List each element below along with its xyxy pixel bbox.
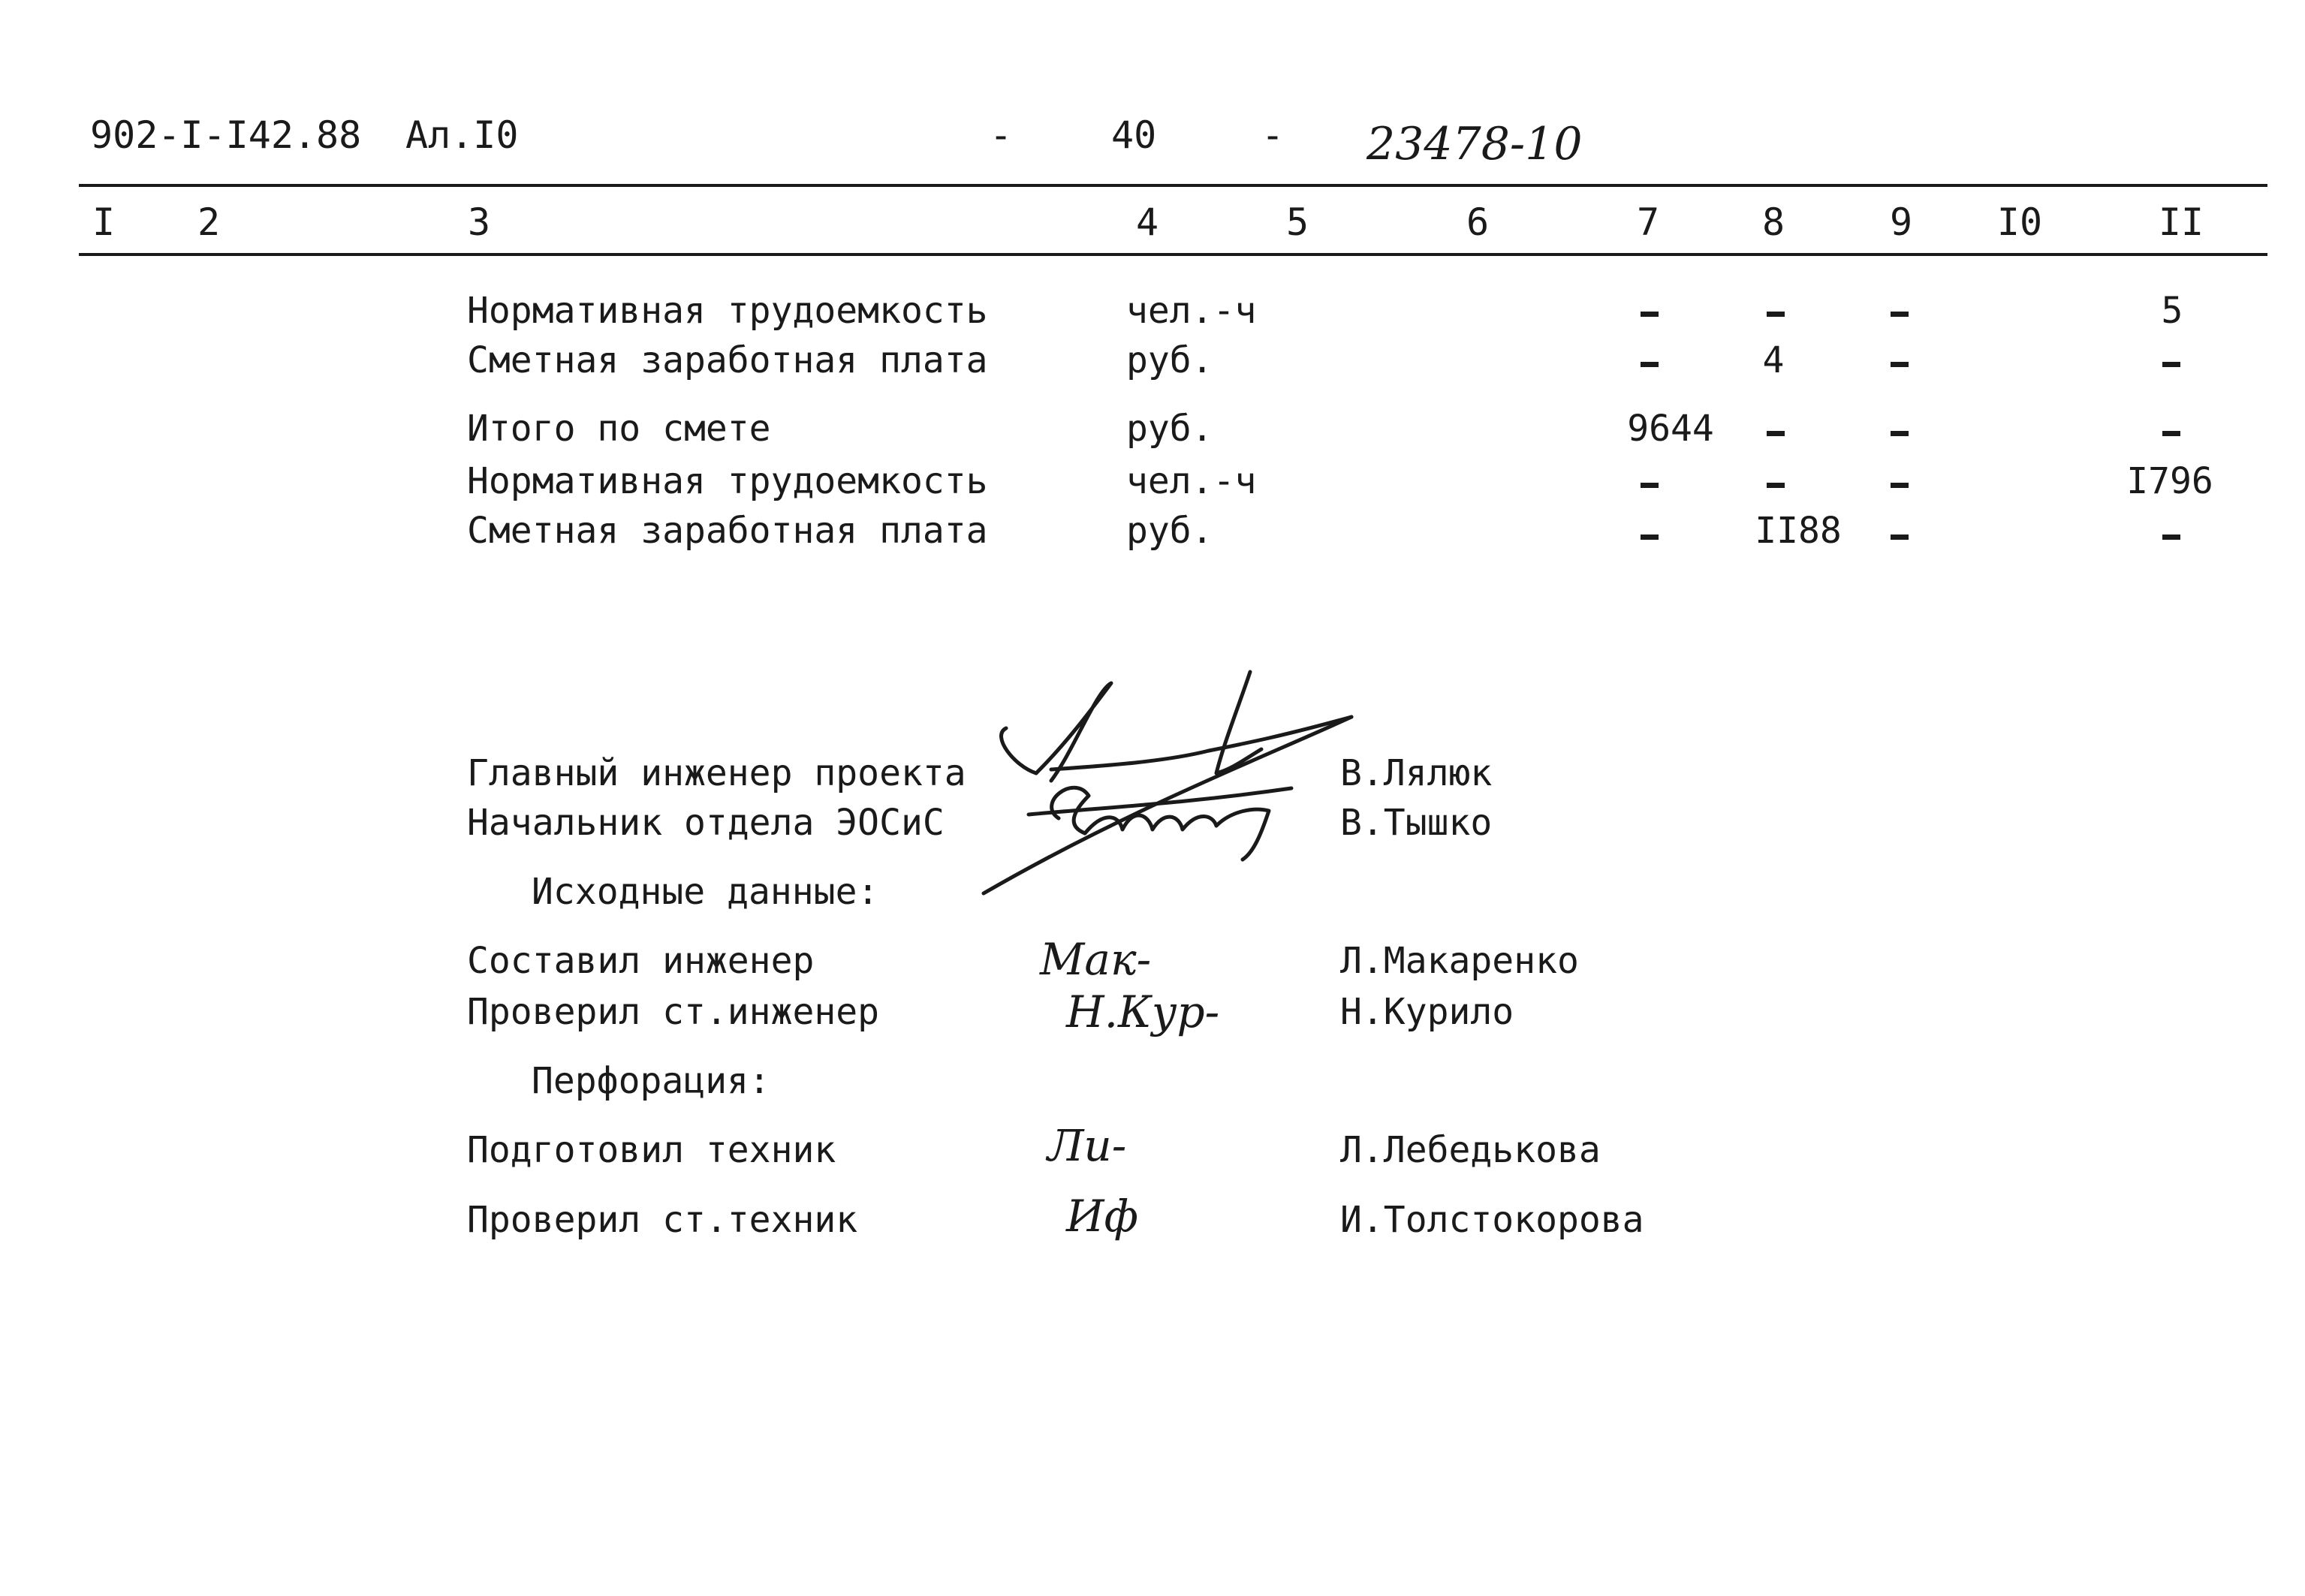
column-header: 5 <box>1285 200 1309 244</box>
compiled-role: Составил инженер <box>467 940 815 982</box>
row-unit: чел.-ч <box>1126 290 1257 332</box>
chief-engineer-role: Главный инженер проекта <box>467 752 966 794</box>
checked-engineer-name: Н.Курило <box>1340 991 1514 1033</box>
dept-head-role: Начальник отдела ЭОСиС <box>467 802 945 844</box>
row-unit: руб. <box>1126 510 1213 552</box>
cell-7-dash <box>1641 483 1659 488</box>
cell-7-dash <box>1641 312 1659 317</box>
column-header: 4 <box>1135 200 1159 244</box>
cell-7-dash <box>1641 362 1659 367</box>
cell-8-dash <box>1767 483 1785 488</box>
dept-head-name: В.Тышко <box>1340 802 1493 844</box>
compiled-signature: Мак- <box>1040 934 1152 985</box>
compiled-name: Л.Макаренко <box>1340 940 1579 982</box>
cell-9-dash <box>1891 431 1909 436</box>
column-header: II <box>2158 200 2204 244</box>
column-header: 2 <box>197 200 221 244</box>
cell-9-dash <box>1891 483 1909 488</box>
row-unit: руб. <box>1126 408 1213 450</box>
inventory-number: 23478-10 <box>1366 118 1583 170</box>
row-label: Нормативная трудоемкость <box>467 290 988 332</box>
column-header: 8 <box>1761 200 1785 244</box>
source-data-heading: Исходные данные: <box>532 871 879 913</box>
cell-8: II88 <box>1755 510 1842 552</box>
column-header: 3 <box>467 200 491 244</box>
row-label: Сметная заработная плата <box>467 510 988 552</box>
cell-11-dash <box>2162 431 2180 436</box>
column-header: 9 <box>1889 200 1913 244</box>
row-label: Нормативная трудоемкость <box>467 460 988 502</box>
header-dash-left: - <box>990 113 1013 157</box>
row-label: Сметная заработная плата <box>467 339 988 381</box>
document-code: 902-I-I42.88 <box>90 113 362 157</box>
row-unit: руб. <box>1126 339 1213 381</box>
checked-technician-name: И.Толстокорова <box>1340 1199 1644 1241</box>
checked-technician-signature: Иф <box>1066 1191 1138 1242</box>
cell-11-dash <box>2162 535 2180 540</box>
perforation-heading: Перфорация: <box>532 1060 770 1102</box>
table-top-rule <box>79 184 2267 187</box>
cell-7-dash <box>1641 535 1659 540</box>
cell-9-dash <box>1891 535 1909 540</box>
row-label: Итого по смете <box>467 408 771 450</box>
cell-9-dash <box>1891 362 1909 367</box>
row-unit: чел.-ч <box>1126 460 1257 502</box>
column-header: 7 <box>1636 200 1660 244</box>
prepared-role: Подготовил техник <box>467 1129 836 1171</box>
checked-engineer-role: Проверил ст.инженер <box>467 991 880 1033</box>
checked-engineer-signature: Н.Кур- <box>1066 986 1220 1037</box>
page-number: 40 <box>1111 113 1157 157</box>
header-dash-right: - <box>1261 113 1285 157</box>
signature-chief-engineer-and-dept-head <box>961 661 1381 908</box>
column-header: 6 <box>1466 200 1490 244</box>
cell-8-dash <box>1767 431 1785 436</box>
cell-7: 9644 <box>1627 408 1714 450</box>
sheet-number: Ал.I0 <box>405 113 519 157</box>
cell-9-dash <box>1891 312 1909 317</box>
cell-11-dash <box>2162 362 2180 367</box>
cell-8: 4 <box>1762 339 1785 381</box>
cell-8-dash <box>1767 312 1785 317</box>
cell-11: I796 <box>2126 460 2213 502</box>
chief-engineer-name: В.Лялюк <box>1340 752 1493 794</box>
cell-11: 5 <box>2161 290 2183 332</box>
table-header-rule <box>79 253 2267 256</box>
prepared-name: Л.Лебедькова <box>1340 1129 1601 1171</box>
column-header: I <box>92 200 116 244</box>
prepared-signature: Ли- <box>1047 1120 1127 1171</box>
column-header: I0 <box>1996 200 2043 244</box>
checked-technician-role: Проверил ст.техник <box>467 1199 858 1241</box>
